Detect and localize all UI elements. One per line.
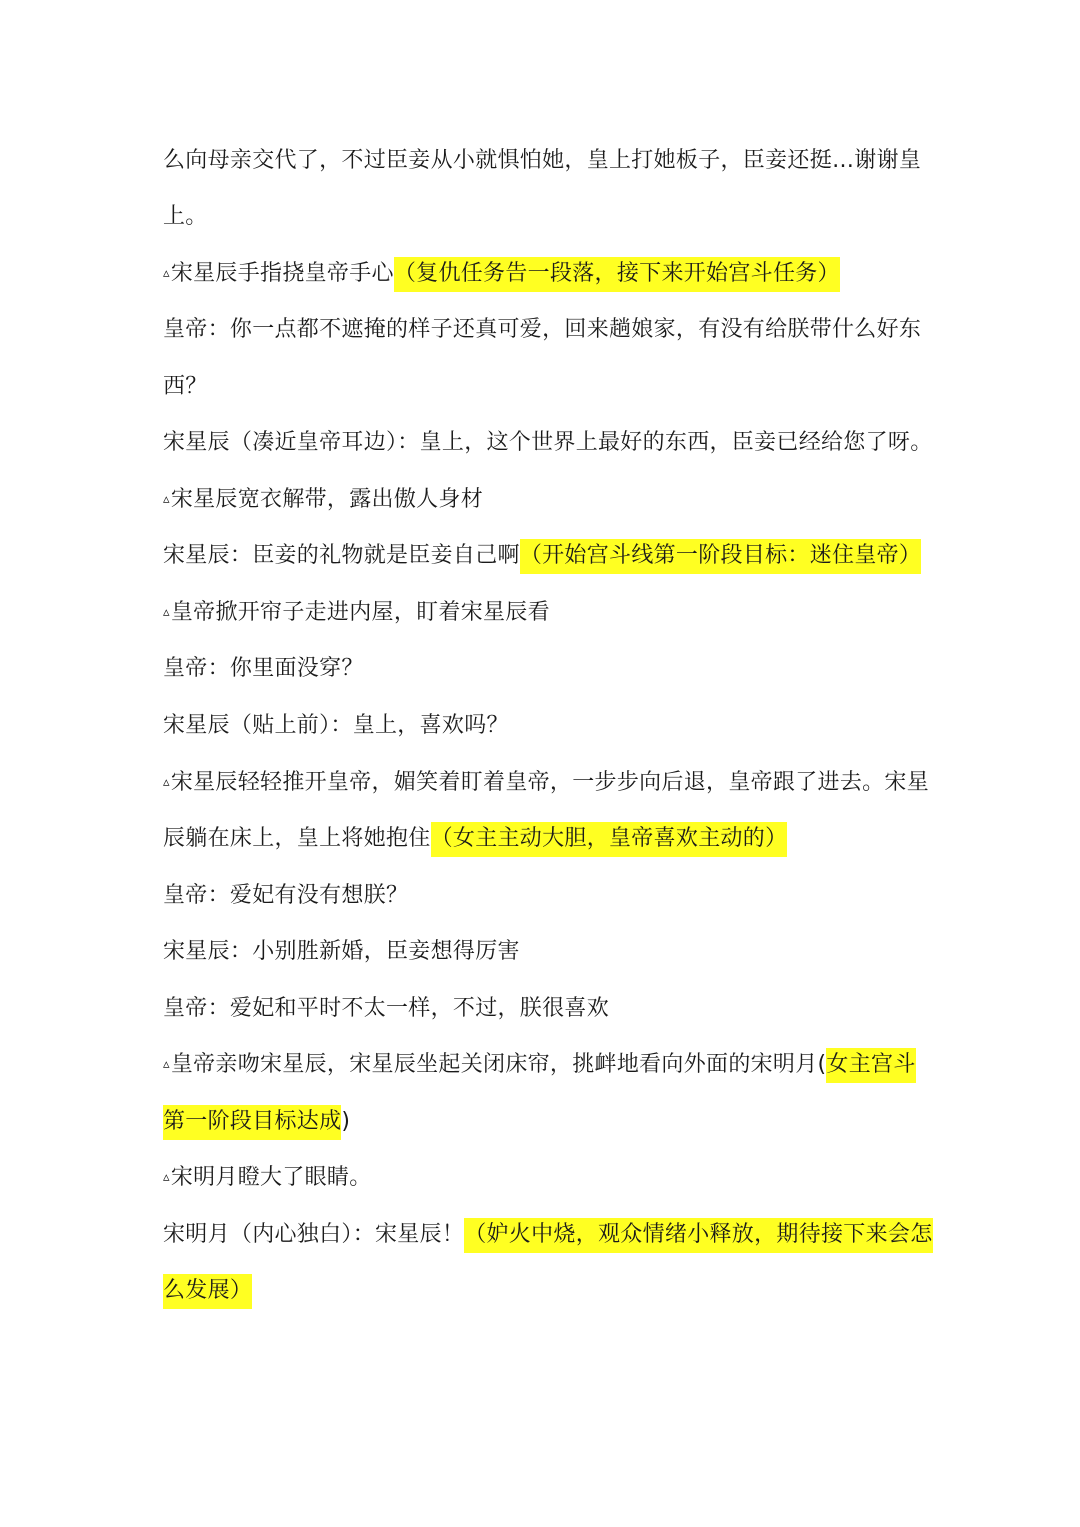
action-line bbox=[163, 1102, 923, 1142]
line-text: 皇帝：你一点都不遮掩的样子还真可爱，回来趟娘家，有没有给朕带什么好东 bbox=[163, 317, 922, 342]
line-text: 皇帝亲吻宋星辰，宋星辰坐起关闭床帘，挑衅地看向外面的宋明月( bbox=[170, 1052, 827, 1077]
line-text: 辰躺在床上，皇上将她抱住 bbox=[163, 826, 431, 851]
dialogue-line bbox=[163, 310, 923, 350]
triangle-marker-icon: ▵ bbox=[163, 1057, 170, 1072]
line-text: 宋星辰轻轻推开皇帝，媚笑着盯着皇帝，一步步向后退，皇帝跟了进去。宋星 bbox=[170, 770, 930, 795]
highlighted-annotation: 么发展） bbox=[163, 1274, 252, 1309]
dialogue-line bbox=[163, 1271, 923, 1311]
action-line bbox=[163, 819, 923, 859]
line-text: 上。 bbox=[163, 204, 208, 229]
line-text: 皇帝：爱妃有没有想朕？ bbox=[163, 883, 409, 908]
script-line bbox=[163, 197, 923, 237]
action-line bbox=[163, 254, 923, 294]
triangle-marker-icon: ▵ bbox=[163, 492, 170, 507]
dialogue-line bbox=[163, 536, 923, 576]
line-text: 宋明月（内心独白）：宋星辰！ bbox=[163, 1222, 465, 1247]
action-line bbox=[163, 1158, 923, 1198]
triangle-marker-icon: ▵ bbox=[163, 775, 170, 790]
line-text: 宋星辰（贴上前）：皇上，喜欢吗？ bbox=[163, 713, 509, 738]
action-line bbox=[163, 763, 930, 803]
dialogue-line bbox=[163, 423, 933, 463]
line-text: 皇帝：你里面没穿？ bbox=[163, 656, 364, 681]
action-line bbox=[163, 593, 923, 633]
line-text: 宋星辰（凑近皇帝耳边）：皇上，这个世界上最好的东西，臣妾已经给您了呀。 bbox=[163, 430, 933, 455]
highlighted-annotation: （复仇任务告一段落，接下来开始宫斗任务） bbox=[394, 257, 840, 292]
line-text: 宋明月瞪大了眼睛。 bbox=[170, 1165, 372, 1190]
dialogue-line bbox=[163, 932, 923, 972]
line-text: 宋星辰宽衣解带，露出傲人身材 bbox=[170, 487, 484, 512]
dialogue-line bbox=[163, 876, 923, 916]
dialogue-line bbox=[163, 649, 923, 689]
triangle-marker-icon: ▵ bbox=[163, 1170, 170, 1185]
dialogue-line bbox=[163, 989, 923, 1029]
highlighted-annotation: 女主宫斗 bbox=[826, 1048, 915, 1083]
dialogue-line bbox=[163, 1215, 933, 1255]
highlighted-annotation: （开始宫斗线第一阶段目标：迷住皇帝） bbox=[520, 539, 921, 574]
line-text: 么向母亲交代了，不过臣妾从小就惧怕她，皇上打她板子，臣妾还挺…谢谢皇 bbox=[163, 148, 922, 173]
dialogue-line bbox=[163, 367, 923, 407]
line-text: 西？ bbox=[163, 374, 208, 399]
line-text: ) bbox=[341, 1109, 351, 1134]
highlighted-annotation: （妒火中烧，观众情绪小释放，期待接下来会怎 bbox=[464, 1218, 932, 1253]
highlighted-annotation: （女主主动大胆，皇帝喜欢主动的） bbox=[431, 822, 788, 857]
line-text: 宋星辰：臣妾的礼物就是臣妾自己啊 bbox=[163, 543, 520, 568]
action-line bbox=[163, 1045, 923, 1085]
line-text: 宋星辰：小别胜新婚，臣妾想得厉害 bbox=[163, 939, 520, 964]
triangle-marker-icon: ▵ bbox=[163, 266, 170, 281]
line-text: 皇帝：爱妃和平时不太一样，不过，朕很喜欢 bbox=[163, 996, 610, 1021]
dialogue-line bbox=[163, 706, 923, 746]
triangle-marker-icon: ▵ bbox=[163, 605, 170, 620]
script-line bbox=[163, 141, 923, 181]
action-line bbox=[163, 480, 923, 520]
line-text: 宋星辰手指挠皇帝手心 bbox=[170, 261, 394, 286]
highlighted-annotation: 第一阶段目标达成 bbox=[163, 1105, 341, 1140]
line-text: 皇帝掀开帘子走进内屋，盯着宋星辰看 bbox=[170, 600, 550, 625]
